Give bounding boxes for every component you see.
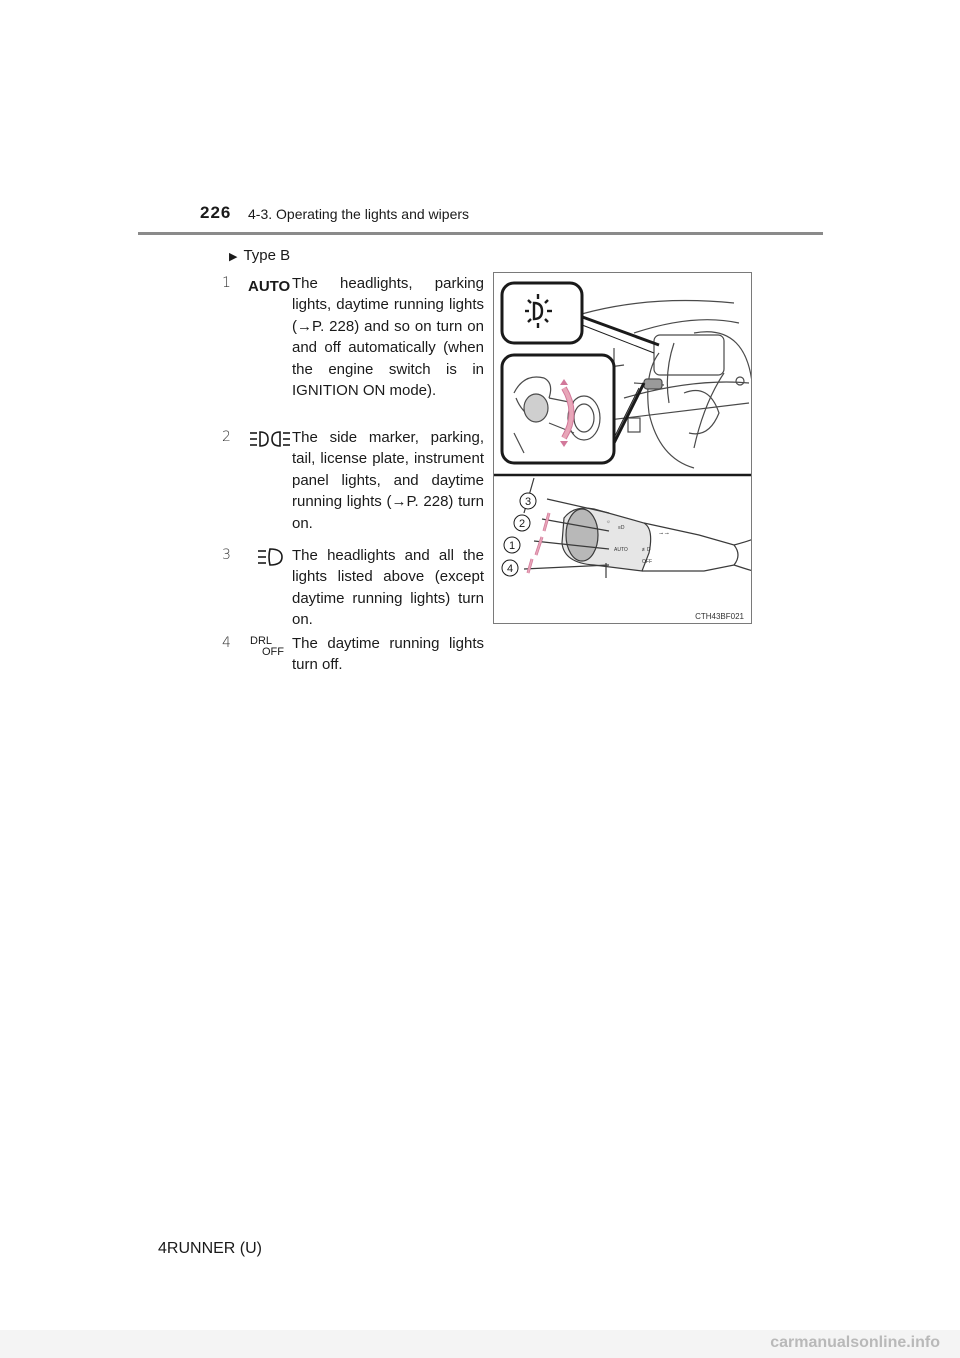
svg-text:2: 2 <box>518 518 526 530</box>
auto-light-icon <box>248 274 292 296</box>
triangle-bullet-icon: ▶ <box>229 251 238 263</box>
svg-text:AUTO: AUTO <box>248 278 291 295</box>
item-number: 2 <box>222 429 231 445</box>
footer-model: 4RUNNER (U) <box>158 1240 262 1257</box>
svg-text:OFF: OFF <box>642 559 652 565</box>
svg-text:⊸ ⊸: ⊸ ⊸ <box>659 531 669 537</box>
svg-text:CTH43BF021: CTH43BF021 <box>695 612 744 621</box>
svg-text:≡D: ≡D <box>618 525 625 531</box>
svg-text:4: 4 <box>506 563 514 575</box>
page-number: 226 <box>200 203 232 222</box>
svg-text:OFF: OFF <box>262 646 284 656</box>
item-description: The headlights, parking lights, daytime running lights (→P. 228) and so on turn on and off automatically (when the engine switch is in IGNITION ON mode). <box>292 275 484 400</box>
svg-text:3: 3 <box>524 496 532 508</box>
headlight-icon <box>248 546 292 568</box>
header-rule <box>138 232 823 235</box>
section-title: 4-3. Operating the lights and wipers <box>248 206 470 222</box>
svg-text:☼: ☼ <box>606 519 611 525</box>
item-description: The headlights and all the lights listed above (except daytime running lights) turn on. <box>292 547 484 629</box>
item-number: 3 <box>222 547 231 563</box>
type-heading-label: Type B <box>243 247 291 264</box>
svg-text:DRL: DRL <box>250 635 273 647</box>
svg-text:1: 1 <box>508 540 516 552</box>
watermark-text[interactable]: carmanualsonline.info <box>770 1334 940 1351</box>
item-number: 4 <box>222 635 231 651</box>
svg-text:AUTO: AUTO <box>614 547 628 553</box>
item-number: 1 <box>222 275 231 291</box>
item-description: The side marker, parking, tail, license plate, instrument panel lights, and daytime running lights (→P. 228) turn on. <box>292 429 484 532</box>
drl-off-icon <box>248 634 292 656</box>
type-heading <box>229 247 290 264</box>
headlight-switch-illustration <box>493 272 752 624</box>
item-description: The daytime running lights turn off. <box>292 635 484 674</box>
side-marker-lights-icon <box>248 428 292 450</box>
svg-text:≢D: ≢D <box>642 547 651 553</box>
watermark-bar <box>0 1330 960 1358</box>
